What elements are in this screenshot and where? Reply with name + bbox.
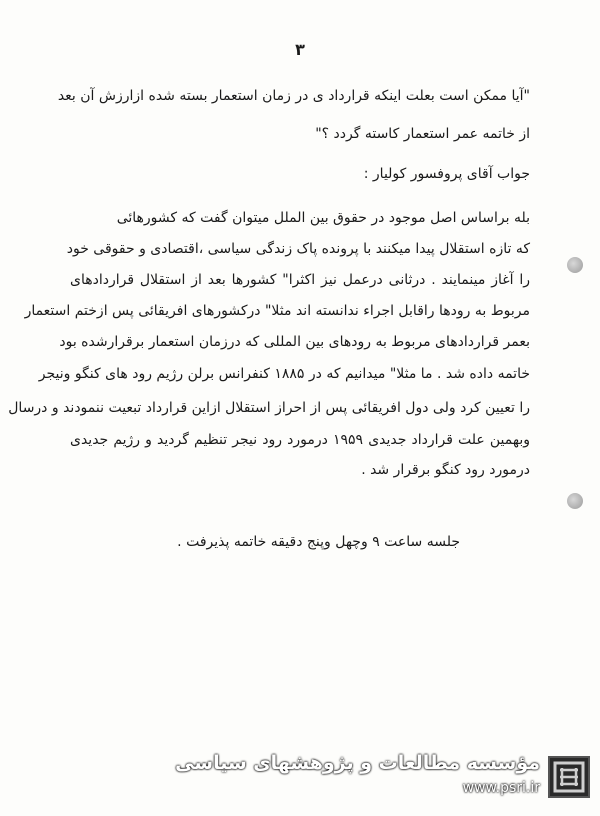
footer-watermark — [175, 752, 540, 796]
institute-logo-icon — [548, 756, 590, 798]
footer-url[interactable]: www.psri.ir — [462, 780, 540, 796]
answer-line-2: که تازه استقلال پیدا میکنند با پرونده پاک زندگی سیاسی ،اقتصادی و حقوقی خود — [66, 241, 530, 257]
answer-line-4: مربوط به رودها راقابل اجراء ندانسته اند مثلا" درکشورهای افریقائی پس ازختم استعمار — [24, 303, 530, 319]
question-line-1: "آیا ممکن است بعلت اینکه قرارداد ی در زمان استعمار بسته شده ازارزش آن بعد — [57, 88, 530, 104]
answer-line-1: بله براساس اصل موجود در حقوق بین الملل میتوان گفت که کشورهائی — [116, 210, 530, 226]
page-number: ۳ — [295, 40, 305, 59]
answer-line-8: وبهمین علت قرارداد جدیدی ۱۹۵۹ درمورد رود نیجر تنظیم گردید و رژیم جدیدی — [70, 432, 530, 448]
footer-title: مؤسسه مطالعات و پژوهشهای سیاسی — [175, 752, 540, 774]
closing-line: جلسه ساعت ۹ وچهل وپنج دقیقه خاتمه پذیرفت . — [177, 534, 460, 550]
punch-hole-bottom — [567, 493, 583, 509]
answer-line-7: را تعیین کرد ولی دول افریقائی پس از احراز استقلال ازاین قرارداد تبعیت ننمودند و درسال — [8, 400, 530, 416]
punch-hole-top — [567, 257, 583, 273]
answer-heading: جواب آقای پروفسور کولیار : — [363, 166, 530, 182]
answer-line-9: درمورد رود کنگو برقرار شد . — [361, 462, 530, 478]
answer-line-3: را آغاز مینمایند . درثانی درعمل نیز اکثرا" کشورها بعد از استقلال قراردادهای — [70, 272, 530, 288]
answer-line-6: خاتمه داده شد . ما مثلا" میدانیم که در ۱۸۸۵ کنفرانس برلن رژیم رود های کنگو ونیجر — [38, 366, 530, 382]
answer-line-5: بعمر قراردادهای مربوط به رودهای بین المللی که درزمان استعمار برقرارشده بود — [59, 334, 530, 350]
question-line-2: از خاتمه عمر استعمار کاسته گردد ؟" — [315, 126, 530, 142]
